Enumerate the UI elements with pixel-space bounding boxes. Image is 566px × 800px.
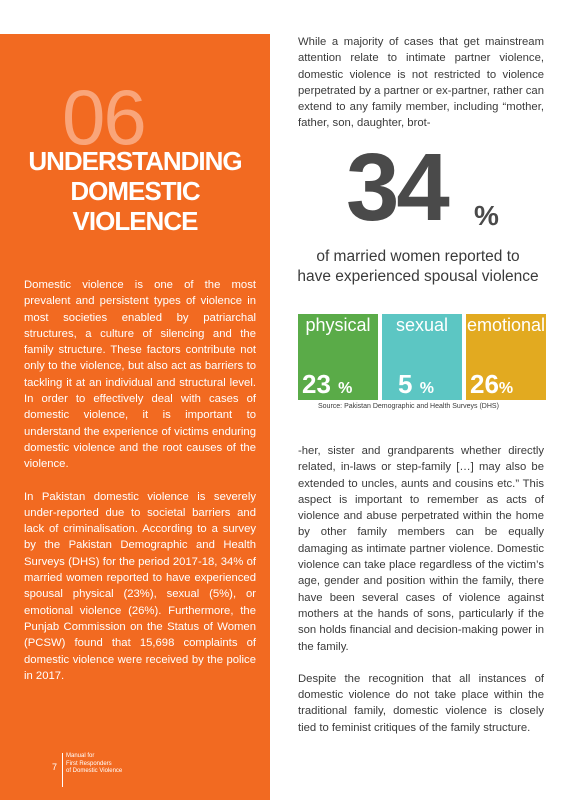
right-top-paragraph: While a majority of cases that get mainstream attention relate to intimate partner violence, domestic violence is not restricted to violence perpetrated by a partner or ex-partner, rather can extend to any family member, including “mother, father, son, daughter, brot- [298, 36, 544, 130]
right-bottom-text [298, 443, 544, 736]
right-top-text [298, 34, 544, 132]
stat-caption [290, 247, 546, 287]
left-paragraph: Domestic violence is one of the most prevalent and persistent types of violence in most societies enabled by patriarchal structures, a culture of silencing and the family structure. These factors contribute not only to the violence, but also act as barriers to tackling it at an individual and structural level. In order to effectively deal with cases of domestic violence, it is important to understand the experience of victims enduring domestic violence and the root causes of the violence. [24, 279, 256, 471]
physical-stat-box [298, 314, 378, 400]
chapter-number: 06 [62, 73, 145, 161]
left-paragraph: In Pakistan domestic violence is severely under-reported due to societal barriers and lack of criminalisation. According to a survey by the Pakistan Demographic and Health Surveys (DHS) for the period 2017-18, 34% of married women reported to have experienced spousal physical (23%), sexual (5%), or emotional violence (26%). Furthermore, the Punjab Commission on the Status of Women (PCSW) found that 15,698 complaints of domestic violence were received by the police in 2017. [24, 490, 256, 682]
right-bottom-paragraph: -her, sister and grandparents whether directly related, in-laws or step-family […] may also be extended to uncles, aunts and cousins etc.” This aspect is important to remember as acts of violence and abuse perpetrated within the home by other family members can be equally damaging as intimate partner violence. Domestic violence can take place regardless of the victim’s age, gender and position within the family, there have been several cases of violence against mothers at the hands of sons, particularly if the son holds financial and decision-making power in the family. [298, 445, 544, 653]
sexual-label: sexual [395, 315, 449, 335]
emotional-label: emotional [466, 315, 546, 335]
footer-divider [62, 753, 63, 787]
emotional-value: 26% [470, 369, 514, 399]
page-number: 7 [52, 762, 58, 772]
left-column-text [24, 277, 256, 700]
source-note: Source: Pakistan Demographic and Health Surveys (DHS) [318, 403, 499, 410]
physical-value: 23 % [302, 369, 353, 399]
stat-unit: % [474, 200, 499, 231]
stat-number: 34 [346, 134, 447, 241]
footer-line: First Responders [66, 760, 112, 767]
physical-label: physical [305, 315, 371, 335]
stat-caption-line: have experienced spousal violence [297, 268, 539, 285]
page-footer [40, 753, 160, 789]
emotional-stat-box [466, 314, 546, 400]
footer-text [66, 753, 122, 776]
chapter-title-line: UNDERSTANDING [28, 146, 242, 176]
footer-line: of Domestic Violence [66, 768, 123, 774]
chapter-title-line: VIOLENCE [72, 206, 198, 236]
chapter-title-line: DOMESTIC [70, 176, 200, 206]
right-bottom-paragraph: Despite the recognition that all instances of domestic violence do not take place within the traditional family, domestic violence is closely tied to feminist critiques of the family structure. [298, 672, 544, 734]
footer-line: Manual for [66, 753, 95, 759]
stat-caption-line: of married women reported to [316, 248, 520, 265]
chapter-title [0, 146, 270, 236]
sexual-value: 5 % [398, 369, 434, 399]
sexual-stat-box [382, 314, 462, 400]
